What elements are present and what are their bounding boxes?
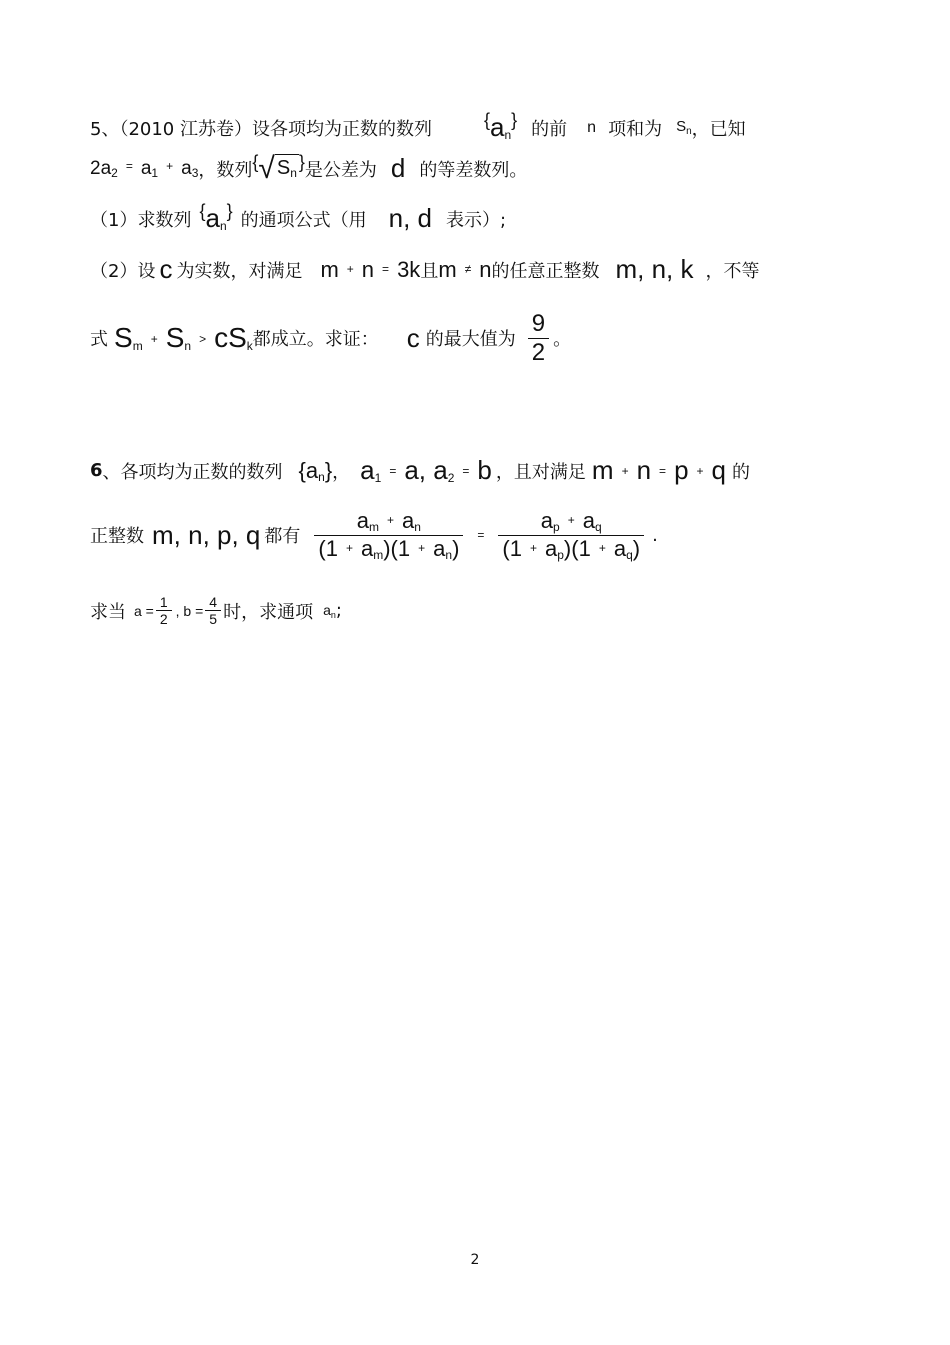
fraction-numerator: 9	[531, 310, 546, 337]
equals-sign: =	[477, 528, 485, 543]
p5-text-shulie: ，数列	[198, 159, 253, 181]
math-n-d: n, d	[388, 203, 433, 233]
fraction-denominator: 2	[531, 338, 546, 366]
p6-label: 、各项均为正数的数列	[102, 461, 283, 483]
p6-text-qiudang: 求当	[90, 601, 126, 623]
p5-q1-b: 的通项公式（用	[240, 209, 367, 231]
p6-text-manzu: ，且对满足	[495, 461, 586, 483]
math-a1-a2: $a_1 = a$, $a_2 = b$	[360, 455, 492, 485]
math-m-n-k: m, n, k	[615, 254, 694, 284]
math-mnpq-condition: m + n = p + q	[591, 455, 727, 485]
p5-text-qian: 的前	[531, 118, 568, 140]
math-sn: $S_n$	[676, 118, 692, 137]
p5-question-2-line-1	[90, 254, 860, 285]
p6-text-douyou: 都有	[264, 526, 301, 548]
p5-q2-h: 。	[553, 329, 572, 351]
p6-line-1	[90, 455, 860, 486]
math-c-2: c	[406, 322, 420, 353]
p5-question-2-line-2	[90, 310, 860, 366]
math-2a2-eq: $2a_2$ = $a_1$ + $a_3$	[90, 157, 199, 180]
p6-semicolon: ;	[335, 600, 342, 622]
page-number: 2	[470, 1252, 480, 1268]
math-an-2: $\{a_n\}$	[199, 201, 233, 233]
p5-line-1	[90, 112, 860, 143]
math-inequality: $S_m + S_n > cS_k$	[114, 322, 253, 354]
math-c: c	[159, 254, 173, 284]
p6-text-zhengzheng: 正整数	[90, 526, 144, 548]
math-a-value: a =	[134, 602, 154, 619]
p5-text-dengcha: 的等差数列。	[419, 159, 528, 181]
math-b-value: , b =	[175, 602, 204, 619]
math-sqrt-sn: { √ $S_n$ }	[252, 151, 305, 185]
math-d: d	[390, 153, 406, 183]
fraction-a: $\frac{1}{2}$	[156, 594, 172, 627]
math-condition-2: m ≠ n	[438, 256, 492, 282]
p5-q2-a: （2）设	[90, 260, 156, 282]
p5-q2-g: 的最大值为	[425, 329, 516, 351]
fraction-nine-halves	[528, 310, 549, 366]
math-an-term: $a_n$	[323, 601, 336, 620]
p6-period: .	[652, 524, 658, 546]
p5-q2-and: 且	[420, 260, 439, 282]
p6-line-2	[90, 508, 860, 563]
p5-q1-a: （1）求数列	[90, 209, 192, 231]
p5-text-xianghe: 项和为	[608, 118, 663, 140]
math-condition-1: m + n = 3k	[320, 256, 421, 282]
p6-text-de: 的	[732, 461, 751, 483]
fraction-right: $\frac{a_p + a_q}{(1 + a_p)(1 + a_q)}$	[498, 508, 644, 563]
p6-text-shiqiu: 时，求通项	[223, 601, 314, 623]
p5-text-yizhi: ，已知	[691, 118, 746, 140]
math-m-n-p-q: m, n, p, q	[152, 519, 261, 550]
p5-text-gongcha: 是公差为	[304, 159, 377, 181]
fraction-b: $\frac{4}{5}$	[205, 594, 221, 627]
p5-q2-b: 为实数，对满足	[176, 260, 303, 282]
p5-q1-c: 表示）;	[446, 209, 507, 231]
p6-line-3	[90, 594, 860, 627]
fraction-left: $\frac{a_m + a_n}{(1 + a_m)(1 + a_n)}$	[314, 508, 463, 563]
p5-q2-e: 式	[90, 329, 108, 351]
p5-q2-f: 都成立。求证：	[252, 329, 379, 351]
math-n: n	[587, 118, 597, 136]
p5-q2-c: 的任意正整数	[491, 260, 600, 282]
math-an: $\{a_n\}$	[483, 110, 518, 142]
p5-q2-d: ，不等	[705, 260, 760, 282]
p6-number: 6	[90, 460, 103, 481]
math-an-seq: $\{a_n\}$	[298, 457, 333, 484]
p5-label: 5、（2010 江苏卷）设各项均为正数的数列	[90, 118, 432, 140]
p5-line-2	[90, 153, 860, 184]
p5-question-1	[90, 203, 860, 234]
p6-comma: ，	[332, 461, 351, 483]
